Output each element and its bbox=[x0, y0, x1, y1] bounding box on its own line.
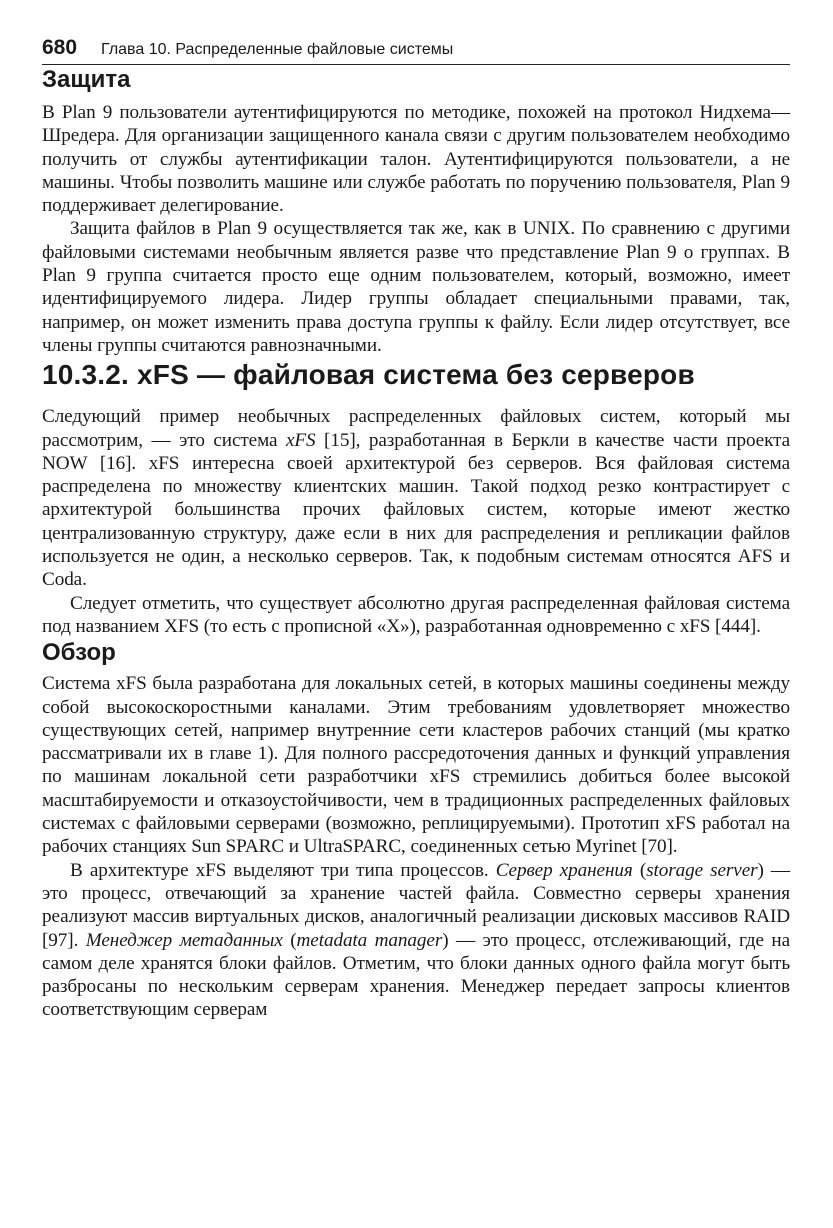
text-run: ( bbox=[632, 859, 647, 881]
italic-term: Менеджер метаданных bbox=[85, 929, 283, 951]
italic-term: storage server bbox=[646, 859, 758, 881]
paragraph-overview-1: Система xFS была разработана для локальных сетей, в которых машины соединены между собой высокоскоростными каналами. Этим требованиям удовлетворяет множество существующих сетей, например внутренние сети кластеров рабочих станций (мы кратко рассматривали их в главе 1). Для полного рассредоточения данных и функций управления по машинам локальной сети разработчики xFS стремились добиться более высокой масштабируемости и отказоустойчивости, чем в традиционных распределенных файловых системах с файловыми серверами (возможно, реплицируемыми). Прототип xFS работал на рабочих станциях Sun SPARC и UltraSPARC, соединенных сетью Myrinet [70]. bbox=[42, 673, 790, 858]
text-run: ( bbox=[282, 929, 297, 951]
italic-term: metadata manager bbox=[296, 929, 443, 951]
text-run: ) — это процесс, отвечающий за хранение частей файла. Совместно серверы хранения реализуют массив виртуальных дисков, аналогичный реализации дисковых массивов RAID [97]. bbox=[42, 859, 791, 951]
running-title: Глава 10. Распределенные файловые системы bbox=[101, 41, 454, 58]
italic-term: Сервер хранения bbox=[495, 859, 633, 881]
paragraph-overview-2 bbox=[42, 859, 790, 1022]
heading-overview: Обзор bbox=[42, 639, 116, 667]
text-run: [15], разработанная в Беркли в качестве части проекта NOW [16]. xFS интересна своей архитектурой без серверов. Вся файловая система распределена по множеству клиентских машин. Такой подход резко контрастирует с архитектурой большинства прочих файловых систем, которые имеют жестко централизованную структуру, даже если в них для распределения и репликации файлов используется не один, а несколько серверов. Так, к подобным системам относятся AFS и Coda. bbox=[42, 429, 791, 591]
italic-term: xFS bbox=[285, 429, 316, 451]
heading-protection: Защита bbox=[42, 66, 131, 93]
page-number: 680 bbox=[42, 36, 78, 59]
paragraph-xfs-1 bbox=[42, 405, 790, 591]
text-run: ) — это процесс, отслеживающий, где на самом деле хранятся блоки файлов. Отметим, что блоки данных одного файла могут быть разбросаны по нескольким серверам хранения. Менеджер передает запросы клиентов соответствующим серверам bbox=[42, 929, 790, 1021]
section-heading-xfs: 10.3.2. xFS — файловая система без серверов bbox=[42, 359, 695, 391]
text-run: В архитектуре xFS выделяют три типа процессов. bbox=[70, 859, 496, 881]
paragraph-protection-1: В Plan 9 пользователи аутентифицируются по методике, похожей на протокол Нидхема—Шредера. Для организации защищенного канала связи с другим пользователем необходимо получить от службы аутентификации талон. Аутентифицируются пользователи, а не машины. Чтобы позволить машине или службе работать по поручению пользователя, Plan 9 поддерживает делегирование. bbox=[42, 102, 790, 217]
paragraph-xfs-2: Следует отметить, что существует абсолютно другая распределенная файловая система под названием XFS (то есть с прописной «X»), разработанная одновременно с xFS [444]. bbox=[42, 592, 790, 637]
text-run: Следующий пример необычных распределенных файловых систем, который мы рассмотрим, — это система bbox=[42, 406, 790, 451]
running-header bbox=[42, 36, 790, 65]
document-page bbox=[42, 36, 790, 1022]
paragraph-protection-2: Защита файлов в Plan 9 осуществляется так же, как в UNIX. По сравнению с другими файловыми системами необычным является разве что представление Plan 9 о группах. В Plan 9 группа считается просто еще одним пользователем, который, возможно, имеет идентифицируемого лидера. Лидер группы обладает специальными правами, так, например, он может изменить права доступа группы к файлу. Если лидер отсутствует, все члены группы считаются равнозначными. bbox=[42, 218, 790, 356]
